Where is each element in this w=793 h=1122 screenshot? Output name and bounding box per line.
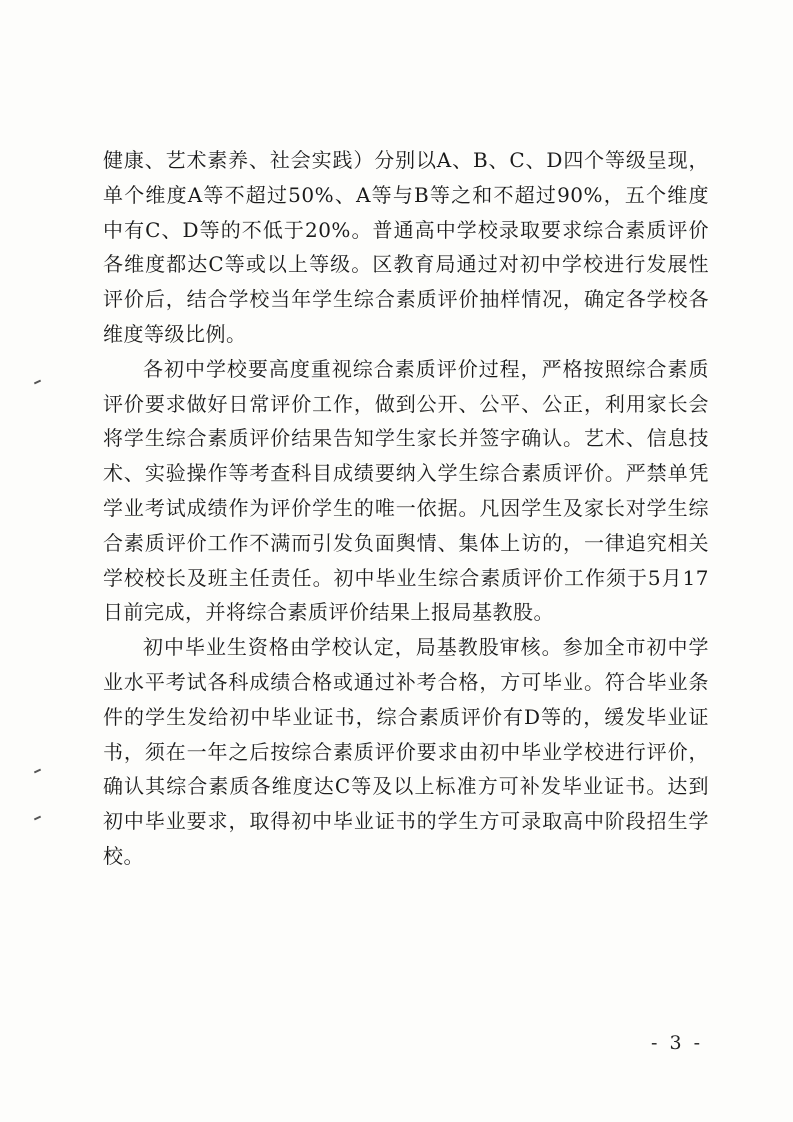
scan-margin-mark — [34, 769, 41, 774]
paragraph: 各初中学校要高度重视综合素质评价过程，严格按照综合素质评价要求做好日常评价工作，做到公开、公平、公正，利用家长会将学生综合素质评价结果告知学生家长并签字确认。艺术、信息技术、实验操作等考查科目成绩要纳入学生综合素质评价。严禁单凭学业考试成绩作为评价学生的唯一依据。凡因学生及家长对学生综合素质评价工作不满而引发负面舆情、集体上访的，一律追究相关学校校长及班主任责任。初中毕业生综合素质评价工作须于5月17日前完成，并将综合素质评价结果上报局基教股。 — [103, 356, 709, 625]
paragraph: 初中毕业生资格由学校认定，局基教股审核。参加全市初中学业水平考试各科成绩合格或通过补考合格，方可毕业。符合毕业条件的学生发给初中毕业证书，综合素质评价有D等的，缓发毕业证书，须在一年之后按综合素质评价要求由初中毕业学校进行评价，确认其综合素质各维度达C等及以上标准方可补发毕业证书。达到初中毕业要求，取得初中毕业证书的学生方可录取高中阶段招生学校。 — [103, 635, 709, 868]
paragraph: 健康、艺术素养、社会实践）分别以A、B、C、D四个等级呈现，单个维度A等不超过50%、A等与B等之和不超过90%，五个维度中有C、D等的不低于20%。普通高中学校录取要求综合素质评价各维度都达C等或以上等级。区教育局通过对初中学校进行发展性评价后，结合学校当年学生综合素质评价抽样情况，确定各学校各维度等级比例。 — [103, 148, 709, 346]
scan-margin-mark — [34, 380, 41, 385]
scan-margin-mark — [34, 816, 41, 821]
page-number: - 3 - — [650, 1032, 703, 1054]
document-body — [103, 143, 709, 874]
